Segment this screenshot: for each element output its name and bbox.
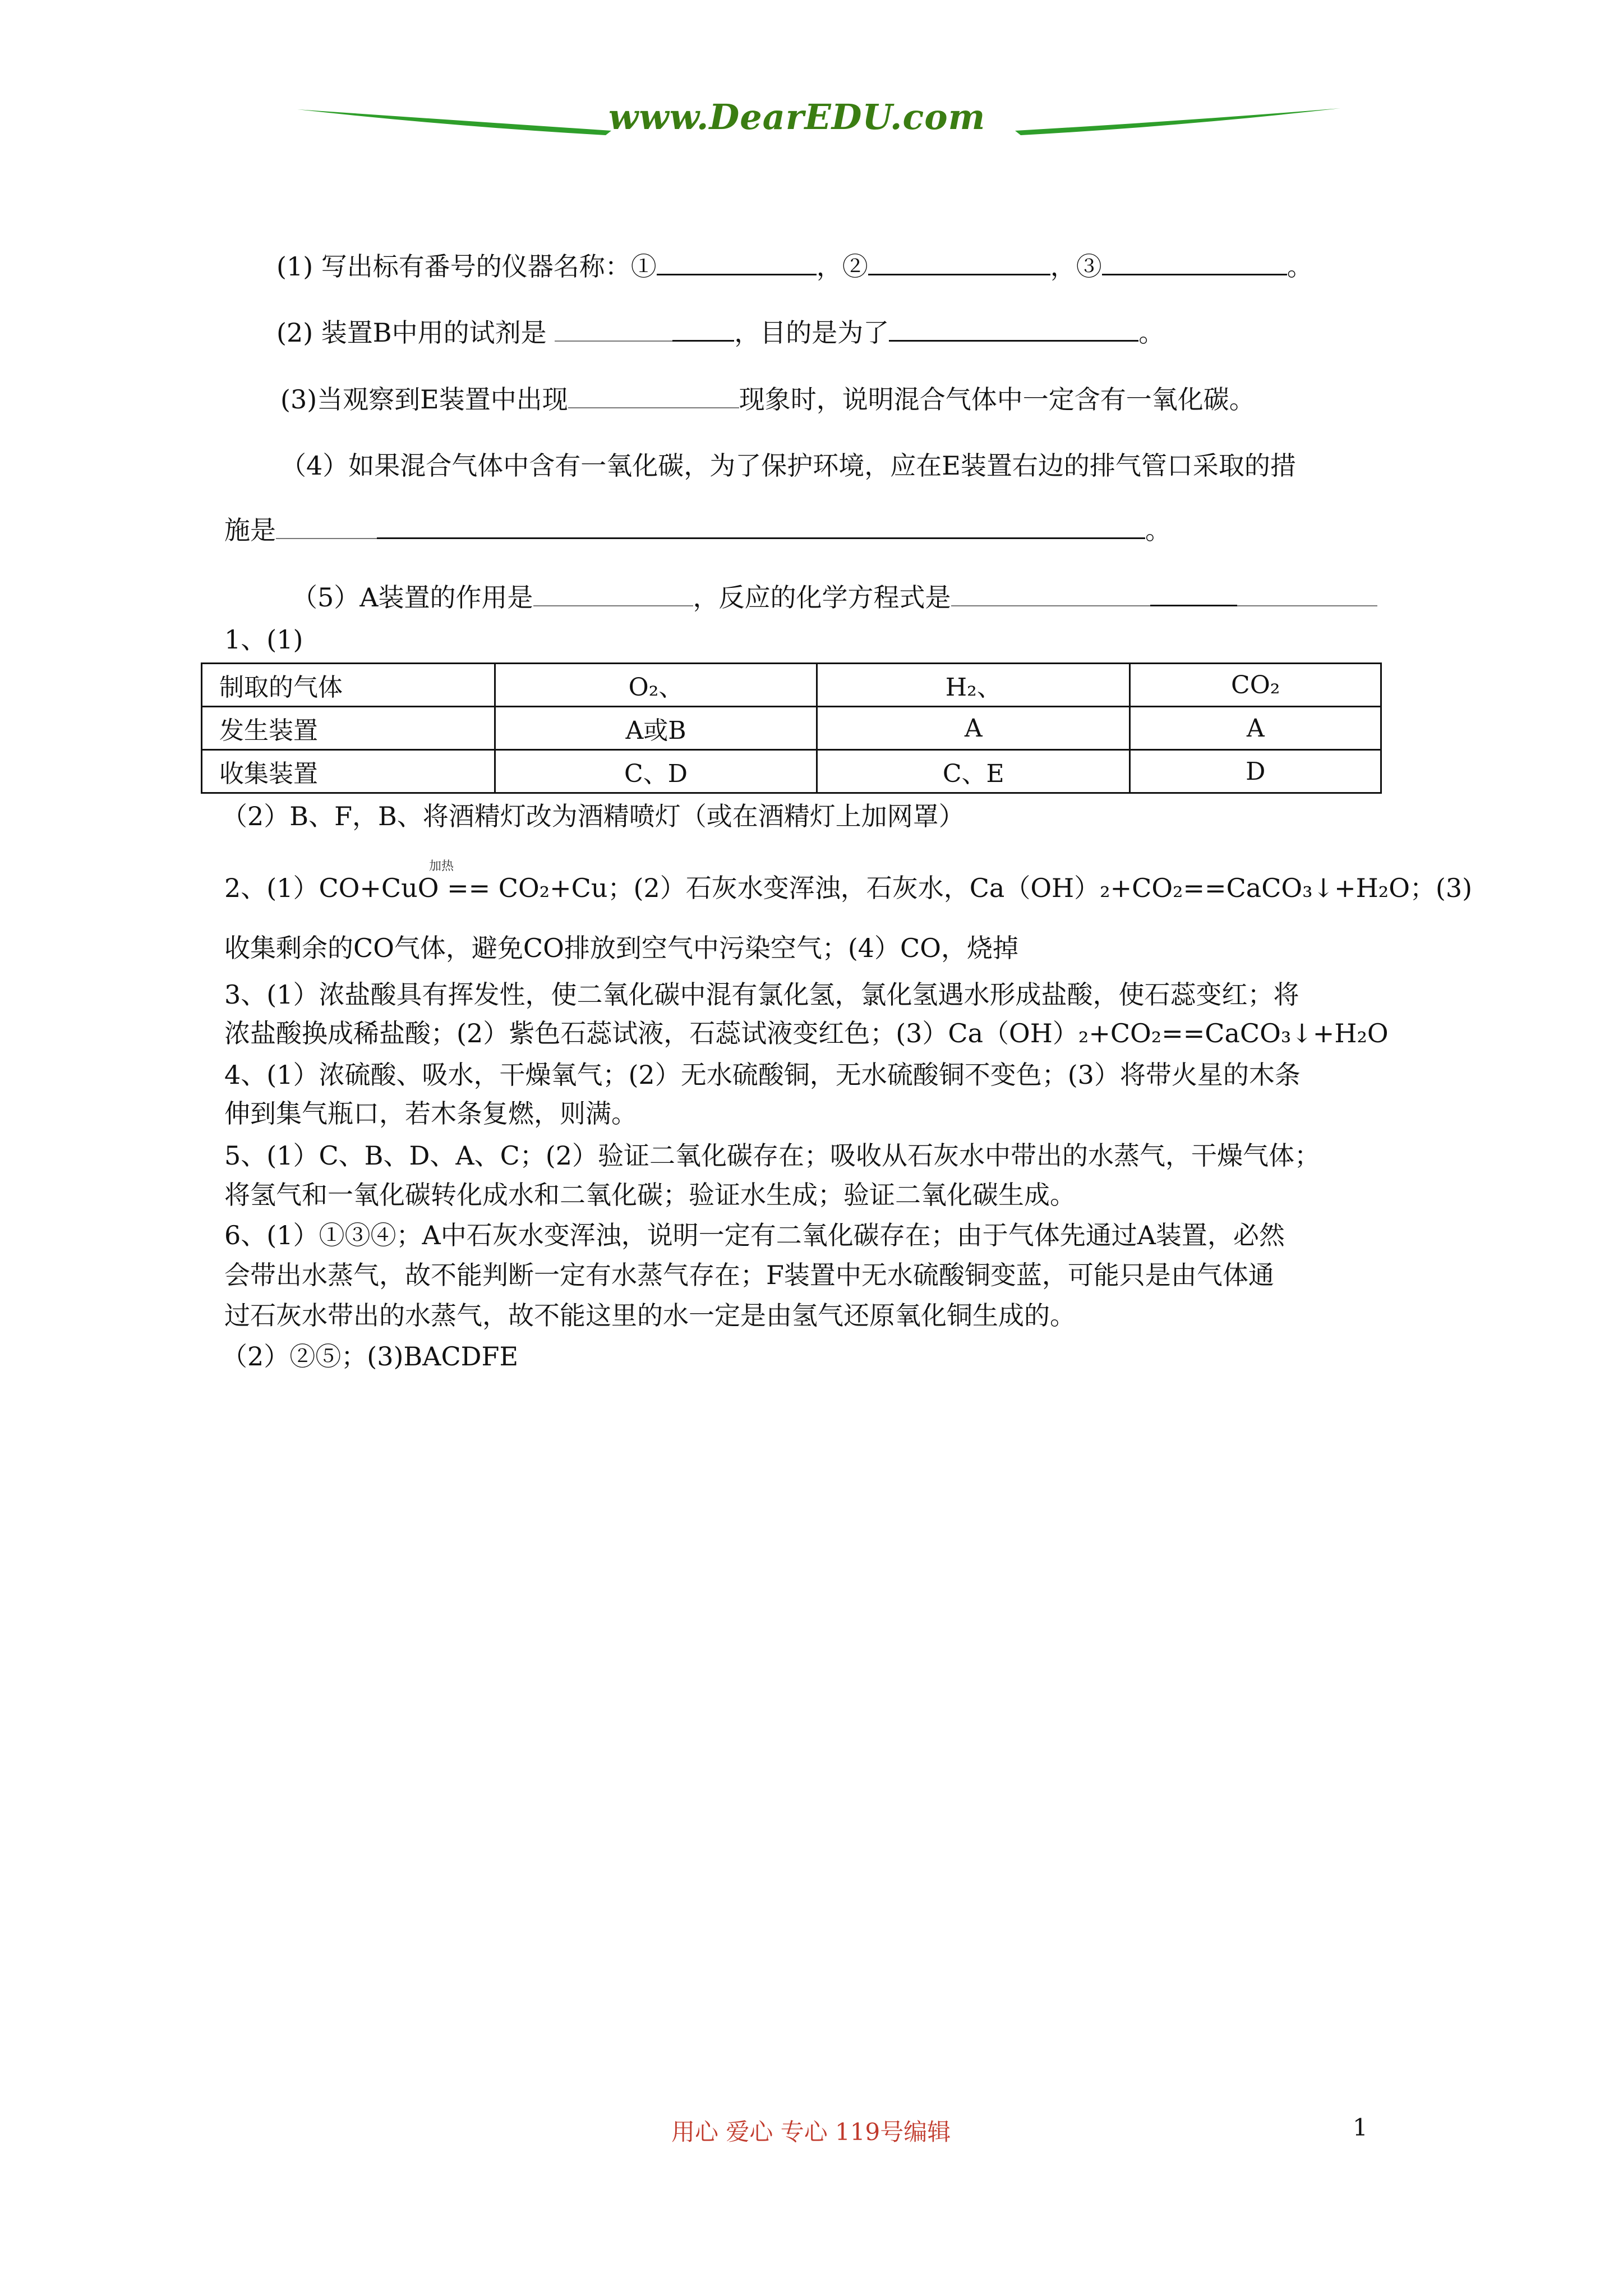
table-cell: A bbox=[817, 707, 1130, 750]
table-cell: C、D bbox=[495, 750, 817, 793]
question-3: (3)当观察到E装置中出现 现象时，说明混合气体中一定含有一氧化碳。 bbox=[280, 384, 1255, 415]
table-row bbox=[202, 664, 1381, 707]
answer-6-line-3: 过石灰水带出的水蒸气，故不能这里的水一定是由氢气还原氧化铜生成的。 bbox=[224, 1300, 1076, 1331]
answer-1-label: 1、(1) bbox=[224, 624, 303, 655]
answer-4-line-2: 伸到集气瓶口，若木条复燃，则满。 bbox=[224, 1098, 637, 1129]
answer-6-line-1: 6、(1）①③④；A中石灰水变浑浊，说明一定有二氧化碳存在；由于气体先通过A装置，必然 bbox=[224, 1220, 1285, 1250]
table-cell: 制取的气体 bbox=[202, 664, 495, 707]
site-logo[interactable]: www.DearEDU.com bbox=[608, 96, 986, 137]
table-cell: 发生装置 bbox=[202, 707, 495, 750]
footer-text: 用心 爱心 专心 119号编辑 bbox=[671, 2118, 951, 2146]
gas-table bbox=[201, 662, 1382, 794]
table-cell: C、E bbox=[817, 750, 1130, 793]
answer-4-line-1: 4、(1）浓硫酸、吸水，干燥氧气；(2）无水硫酸铜，无水硫酸铜不变色；(3）将带火星的木条 bbox=[224, 1060, 1301, 1090]
table-row bbox=[202, 707, 1381, 750]
table-cell: H₂、 bbox=[817, 664, 1130, 707]
question-4-line-1: （4）如果混合气体中含有一氧化碳，为了保护环境，应在E装置右边的排气管口采取的措 bbox=[280, 450, 1296, 481]
question-4-line-2: 施是 。 bbox=[224, 515, 1171, 545]
answer-2-line-2: 收集剩余的CO气体，避免CO排放到空气中污染空气；(4）CO，烧掉 bbox=[224, 933, 1018, 963]
table-cell: O₂、 bbox=[495, 664, 817, 707]
answer-2-line-1: 2、(1）CO+CuO == CO₂+Cu；(2）石灰水变浑浊，石灰水，Ca（OH）₂+CO₂==CaCO₃↓+H₂O；(3) bbox=[224, 873, 1473, 903]
question-1: (1) 写出标有番号的仪器名称：① ，② ，③ 。 bbox=[276, 251, 1313, 282]
table-cell: A bbox=[1130, 707, 1381, 750]
answer-6-part-2: （2）②⑤；(3)BACDFE bbox=[222, 1341, 519, 1372]
heat-condition-label: 加热 bbox=[429, 859, 454, 873]
question-5: （5）A装置的作用是 ，反应的化学方程式是 bbox=[292, 581, 1377, 614]
table-cell: D bbox=[1130, 750, 1381, 793]
question-2: (2) 装置B中用的试剂是 ，目的是为了 。 bbox=[276, 318, 1165, 348]
answer-3-line-2: 浓盐酸换成稀盐酸；(2）紫色石蕊试液，石蕊试液变红色；(3）Ca（OH）₂+CO₂==CaCO₃↓+H₂O bbox=[224, 1018, 1389, 1048]
answer-1-part-2: （2）B、F，B、将酒精灯改为酒精喷灯（或在酒精灯上加网罩） bbox=[222, 801, 965, 831]
table-cell: CO₂ bbox=[1130, 664, 1381, 707]
table-cell: 收集装置 bbox=[202, 750, 495, 793]
answer-5-line-1: 5、(1）C、B、D、A、C；(2）验证二氧化碳存在；吸收从石灰水中带出的水蒸气，干燥气体； bbox=[224, 1140, 1320, 1171]
table-row bbox=[202, 750, 1381, 793]
answer-3-line-1: 3、(1）浓盐酸具有挥发性，使二氧化碳中混有氯化氢，氯化氢遇水形成盐酸，使石蕊变红；将 bbox=[224, 979, 1299, 1010]
answer-5-line-2: 将氢气和一氧化碳转化成水和二氧化碳；验证水生成；验证二氧化碳生成。 bbox=[224, 1180, 1076, 1210]
table-cell: A或B bbox=[495, 707, 817, 750]
page-number: 1 bbox=[1353, 2114, 1368, 2141]
answer-6-line-2: 会带出水蒸气，故不能判断一定有水蒸气存在；F装置中无水硫酸铜变蓝，可能只是由气体通 bbox=[224, 1260, 1274, 1290]
